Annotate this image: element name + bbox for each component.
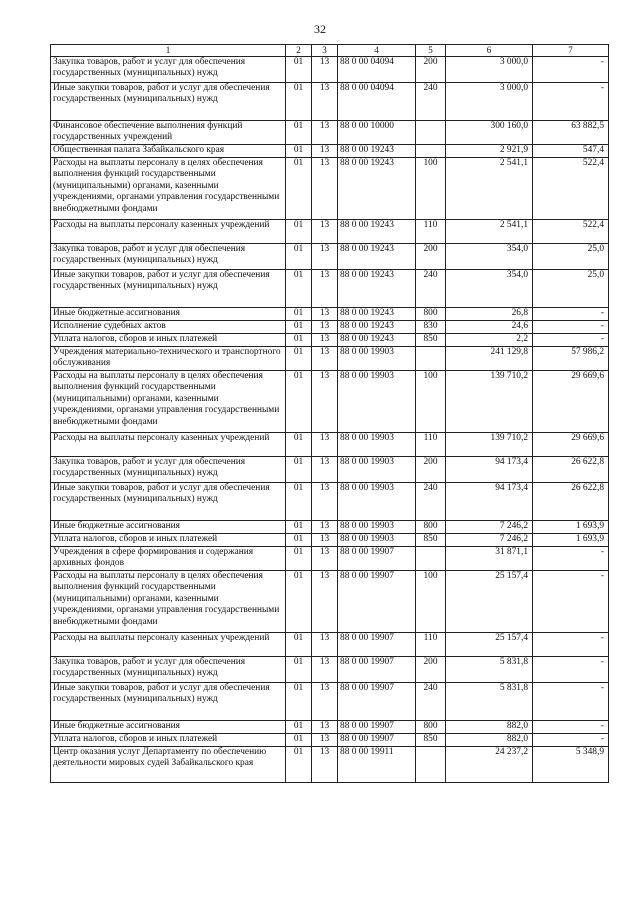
table-row [51,308,609,321]
row-section: 01 [286,83,312,121]
row-executed-amount: 522,4 [533,220,609,244]
table-row [51,145,609,158]
row-plan-amount: 25 157,4 [446,633,533,657]
table-row [51,57,609,83]
row-target-article: 88 0 00 04094 [338,57,416,83]
row-expense-type [416,145,446,158]
row-target-article: 88 0 00 04094 [338,83,416,121]
table-row [51,547,609,571]
row-subsection: 13 [312,308,338,321]
row-target-article: 88 0 00 19903 [338,433,416,457]
row-target-article: 88 0 00 19243 [338,158,416,220]
row-executed-amount: - [533,734,609,747]
row-plan-amount: 5 831,8 [446,657,533,683]
row-section: 01 [286,683,312,721]
row-name: Иные закупки товаров, работ и услуг для обеспечения государственных (муниципальных) нужд [51,683,286,721]
row-name: Иные закупки товаров, работ и услуг для обеспечения государственных (муниципальных) нужд [51,83,286,121]
table-row [51,270,609,308]
row-executed-amount: 26 622,8 [533,483,609,521]
row-target-article: 88 0 00 19907 [338,657,416,683]
row-executed-amount: - [533,57,609,83]
table-row [51,633,609,657]
row-target-article: 88 0 00 19243 [338,334,416,347]
row-plan-amount: 7 246,2 [446,534,533,547]
row-section: 01 [286,371,312,433]
row-target-article: 88 0 00 19907 [338,683,416,721]
table-row [51,433,609,457]
row-section: 01 [286,308,312,321]
row-subsection: 13 [312,683,338,721]
row-target-article: 88 0 00 19243 [338,145,416,158]
row-section: 01 [286,220,312,244]
row-plan-amount: 300 160,0 [446,121,533,145]
row-name: Уплата налогов, сборов и иных платежей [51,734,286,747]
row-section: 01 [286,547,312,571]
row-plan-amount: 354,0 [446,270,533,308]
row-subsection: 13 [312,433,338,457]
row-subsection: 13 [312,734,338,747]
row-target-article: 88 0 00 19243 [338,321,416,334]
row-name: Учреждения материально-технического и транспортного обслуживания [51,347,286,371]
row-executed-amount: - [533,83,609,121]
row-executed-amount: 26 622,8 [533,457,609,483]
row-plan-amount: 2 541,1 [446,220,533,244]
row-target-article: 88 0 00 19907 [338,734,416,747]
row-target-article: 88 0 00 19911 [338,747,416,783]
column-header: 3 [312,45,338,57]
row-target-article: 88 0 00 19903 [338,483,416,521]
table-row [51,721,609,734]
row-expense-type: 240 [416,270,446,308]
row-expense-type: 200 [416,457,446,483]
row-section: 01 [286,145,312,158]
row-expense-type: 100 [416,371,446,433]
table-row [51,457,609,483]
row-executed-amount: - [533,547,609,571]
row-name: Иные закупки товаров, работ и услуг для обеспечения государственных (муниципальных) нужд [51,483,286,521]
row-subsection: 13 [312,521,338,534]
row-subsection: 13 [312,534,338,547]
row-plan-amount: 5 831,8 [446,683,533,721]
row-plan-amount: 25 157,4 [446,571,533,633]
row-executed-amount: 29 669,6 [533,433,609,457]
table-row [51,571,609,633]
row-expense-type: 850 [416,334,446,347]
row-plan-amount: 2 921,9 [446,145,533,158]
row-executed-amount: 522,4 [533,158,609,220]
row-section: 01 [286,433,312,457]
row-expense-type: 850 [416,734,446,747]
row-name: Расходы на выплаты персоналу казенных учреждений [51,220,286,244]
row-name: Общественная палата Забайкальского края [51,145,286,158]
row-target-article: 88 0 00 19243 [338,270,416,308]
row-name: Уплата налогов, сборов и иных платежей [51,334,286,347]
table-row [51,657,609,683]
row-name: Иные бюджетные ассигнования [51,721,286,734]
row-section: 01 [286,244,312,270]
row-executed-amount: - [533,321,609,334]
row-name: Закупка товаров, работ и услуг для обеспечения государственных (муниципальных) нужд [51,457,286,483]
table-row [51,683,609,721]
row-subsection: 13 [312,347,338,371]
row-executed-amount: - [533,683,609,721]
row-target-article: 88 0 00 19903 [338,521,416,534]
row-plan-amount: 241 129,8 [446,347,533,371]
row-expense-type [416,347,446,371]
row-name: Иные закупки товаров, работ и услуг для обеспечения государственных (муниципальных) нужд [51,270,286,308]
table-row [51,747,609,783]
row-plan-amount: 3 000,0 [446,57,533,83]
row-expense-type: 200 [416,57,446,83]
row-plan-amount: 139 710,2 [446,433,533,457]
row-name: Расходы на выплаты персоналу в целях обеспечения выполнения функций государственными (муниципальными) органами, казенными учреждениями, органами управления государственными внебюджетными фондами [51,371,286,433]
row-name: Иные бюджетные ассигнования [51,521,286,534]
row-plan-amount: 139 710,2 [446,371,533,433]
row-name: Расходы на выплаты персоналу в целях обеспечения выполнения функций государственными (муниципальными) органами, казенными учреждениями, органами управления государственными внебюджетными фондами [51,571,286,633]
row-name: Расходы на выплаты персоналу в целях обеспечения выполнения функций государственными (муниципальными) органами, казенными учреждениями, органами управления государственными внебюджетными фондами [51,158,286,220]
row-expense-type: 100 [416,571,446,633]
row-target-article: 88 0 00 19243 [338,220,416,244]
row-subsection: 13 [312,457,338,483]
row-executed-amount: - [533,657,609,683]
row-subsection: 13 [312,483,338,521]
row-section: 01 [286,483,312,521]
row-expense-type: 200 [416,244,446,270]
row-name: Учреждения в сфере формирования и содержания архивных фондов [51,547,286,571]
row-plan-amount: 7 246,2 [446,521,533,534]
row-name: Закупка товаров, работ и услуг для обеспечения государственных (муниципальных) нужд [51,657,286,683]
row-name: Расходы на выплаты персоналу казенных учреждений [51,633,286,657]
row-section: 01 [286,571,312,633]
row-name: Расходы на выплаты персоналу казенных учреждений [51,433,286,457]
row-executed-amount: 1 693,9 [533,521,609,534]
row-plan-amount: 2 541,1 [446,158,533,220]
row-target-article: 88 0 00 19243 [338,308,416,321]
row-section: 01 [286,57,312,83]
row-executed-amount: 547,4 [533,145,609,158]
table-row [51,158,609,220]
row-name: Уплата налогов, сборов и иных платежей [51,534,286,547]
row-plan-amount: 2,2 [446,334,533,347]
row-plan-amount: 31 871,1 [446,547,533,571]
row-expense-type: 800 [416,721,446,734]
row-target-article: 88 0 00 19903 [338,347,416,371]
row-subsection: 13 [312,57,338,83]
row-target-article: 88 0 00 10000 [338,121,416,145]
row-name: Закупка товаров, работ и услуг для обеспечения государственных (муниципальных) нужд [51,244,286,270]
table-row [51,734,609,747]
row-section: 01 [286,270,312,308]
row-expense-type [416,747,446,783]
row-target-article: 88 0 00 19907 [338,547,416,571]
table-row [51,121,609,145]
row-target-article: 88 0 00 19903 [338,457,416,483]
table-row [51,534,609,547]
row-expense-type: 110 [416,633,446,657]
row-subsection: 13 [312,657,338,683]
row-plan-amount: 26,8 [446,308,533,321]
row-executed-amount: - [533,633,609,657]
row-section: 01 [286,747,312,783]
table-row [51,220,609,244]
row-executed-amount: - [533,571,609,633]
row-target-article: 88 0 00 19907 [338,721,416,734]
row-subsection: 13 [312,158,338,220]
table-row [51,321,609,334]
row-section: 01 [286,633,312,657]
row-expense-type [416,121,446,145]
row-plan-amount: 94 173,4 [446,483,533,521]
row-expense-type: 240 [416,683,446,721]
row-name: Закупка товаров, работ и услуг для обеспечения государственных (муниципальных) нужд [51,57,286,83]
table-row [51,483,609,521]
row-target-article: 88 0 00 19903 [338,371,416,433]
column-header: 7 [533,45,609,57]
row-subsection: 13 [312,121,338,145]
row-subsection: 13 [312,547,338,571]
table-row [51,244,609,270]
row-subsection: 13 [312,270,338,308]
row-subsection: 13 [312,747,338,783]
row-plan-amount: 882,0 [446,721,533,734]
row-subsection: 13 [312,633,338,657]
row-name: Иные бюджетные ассигнования [51,308,286,321]
row-section: 01 [286,334,312,347]
row-executed-amount: - [533,721,609,734]
row-target-article: 88 0 00 19907 [338,633,416,657]
row-subsection: 13 [312,83,338,121]
row-subsection: 13 [312,371,338,433]
column-header: 4 [338,45,416,57]
row-expense-type: 100 [416,158,446,220]
row-target-article: 88 0 00 19907 [338,571,416,633]
row-name: Финансовое обеспечение выполнения функций государственных учреждений [51,121,286,145]
row-target-article: 88 0 00 19903 [338,534,416,547]
table-row [51,334,609,347]
row-executed-amount: 1 693,9 [533,534,609,547]
row-name: Центр оказания услуг Департаменту по обеспечению деятельности мировых судей Забайкальского края [51,747,286,783]
row-section: 01 [286,721,312,734]
row-expense-type: 110 [416,433,446,457]
row-expense-type: 200 [416,657,446,683]
row-executed-amount: - [533,308,609,321]
row-section: 01 [286,158,312,220]
row-subsection: 13 [312,571,338,633]
row-executed-amount: - [533,334,609,347]
row-section: 01 [286,521,312,534]
row-executed-amount: 57 986,2 [533,347,609,371]
row-expense-type: 800 [416,521,446,534]
row-section: 01 [286,121,312,145]
row-target-article: 88 0 00 19243 [338,244,416,270]
row-executed-amount: 5 348,9 [533,747,609,783]
column-header: 5 [416,45,446,57]
row-plan-amount: 94 173,4 [446,457,533,483]
row-subsection: 13 [312,145,338,158]
table-header-row [51,45,609,57]
row-expense-type: 110 [416,220,446,244]
row-plan-amount: 24,6 [446,321,533,334]
row-plan-amount: 24 237,2 [446,747,533,783]
table-row [51,83,609,121]
row-section: 01 [286,457,312,483]
row-section: 01 [286,321,312,334]
column-header: 6 [446,45,533,57]
row-expense-type: 240 [416,83,446,121]
row-expense-type: 850 [416,534,446,547]
row-section: 01 [286,734,312,747]
row-expense-type: 830 [416,321,446,334]
row-expense-type: 800 [416,308,446,321]
row-subsection: 13 [312,220,338,244]
row-expense-type [416,547,446,571]
row-subsection: 13 [312,321,338,334]
row-plan-amount: 882,0 [446,734,533,747]
row-executed-amount: 25,0 [533,270,609,308]
row-name: Исполнение судебных актов [51,321,286,334]
row-subsection: 13 [312,244,338,270]
page-number: 32 [314,22,326,36]
budget-table [50,44,609,783]
column-header: 1 [51,45,286,57]
row-executed-amount: 25,0 [533,244,609,270]
row-subsection: 13 [312,334,338,347]
row-section: 01 [286,657,312,683]
row-plan-amount: 354,0 [446,244,533,270]
row-executed-amount: 29 669,6 [533,371,609,433]
row-executed-amount: 63 882,5 [533,121,609,145]
row-section: 01 [286,534,312,547]
column-header: 2 [286,45,312,57]
table-row [51,347,609,371]
table-row [51,371,609,433]
row-expense-type: 240 [416,483,446,521]
table-row [51,521,609,534]
row-plan-amount: 3 000,0 [446,83,533,121]
row-section: 01 [286,347,312,371]
row-subsection: 13 [312,721,338,734]
